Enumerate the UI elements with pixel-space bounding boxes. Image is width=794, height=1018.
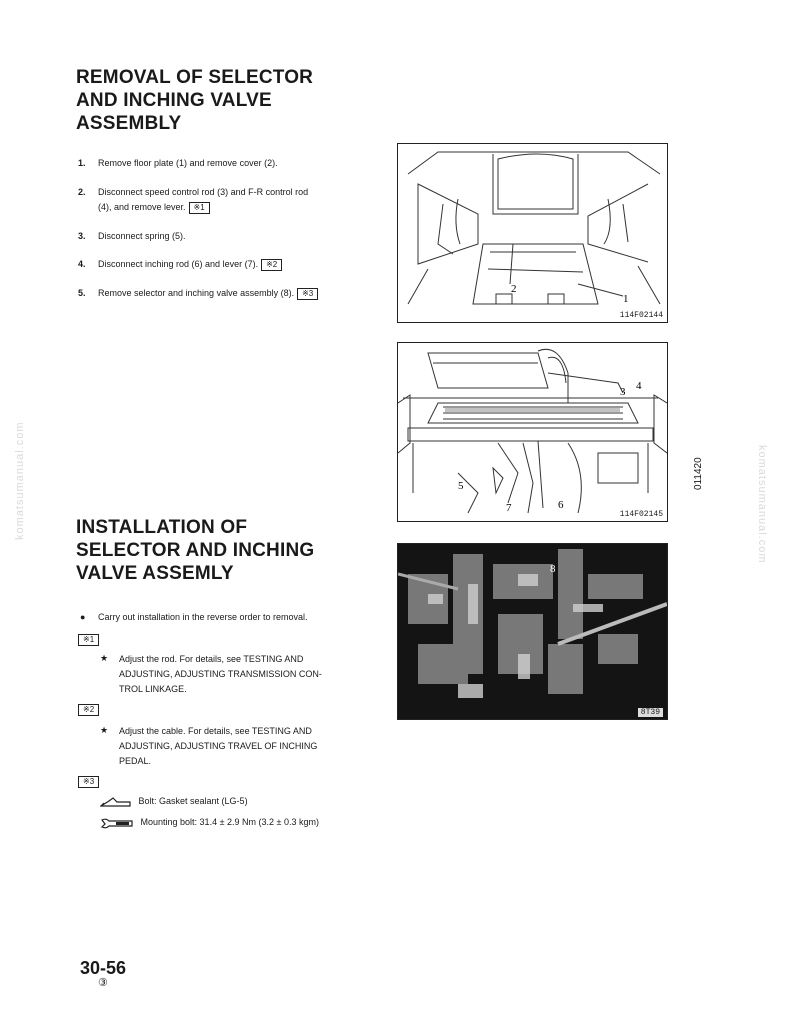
bullet-dot-icon: ●: [80, 612, 86, 622]
page-number: 30-56: [80, 958, 127, 978]
removal-title-line3: ASSEMBLY: [76, 113, 182, 134]
sealant-icon: [100, 796, 132, 808]
step-text: Remove floor plate (1) and remove cover (2).: [98, 158, 278, 168]
figure-1-drawing: [398, 144, 667, 322]
note-1-text: [119, 652, 377, 697]
removal-title-line2: AND INCHING VALVE: [76, 90, 272, 111]
removal-title-line1: REMOVAL OF SELECTOR: [76, 67, 314, 88]
figure-2-linkage: [397, 342, 668, 522]
note-1-line1: Adjust the rod. For details, see TESTING AND: [119, 654, 304, 664]
note-2-text: [119, 724, 377, 769]
step-text: Disconnect spring (5).: [98, 231, 186, 241]
sealant-text: Bolt: Gasket sealant (LG-5): [138, 796, 248, 806]
step-text-content: Remove selector and inching valve assembly (8).: [98, 288, 295, 298]
note-2-line3: PEDAL.: [119, 756, 152, 766]
fig2-callout-4: 4: [636, 380, 642, 392]
torque-text: Mounting bolt: 31.4 ± 2.9 Nm (3.2 ± 0.3 kgm): [140, 817, 319, 827]
step-text: [98, 286, 383, 301]
installation-bullet: [80, 610, 308, 625]
note-ref-2: ※2: [78, 704, 99, 716]
bullet-text: Carry out installation in the reverse order to removal.: [97, 612, 308, 622]
watermark-right: komatsumanual.com: [756, 445, 768, 564]
step-text-line2: (4), and remove lever.: [98, 202, 186, 212]
step-text: [98, 185, 383, 215]
installation-title-line1: INSTALLATION OF: [76, 517, 248, 538]
step-number: 4.: [78, 259, 86, 269]
step-text-content: Disconnect inching rod (6) and lever (7).: [98, 259, 259, 269]
step-number: 1.: [78, 158, 86, 168]
figure-1-floor-plate: [397, 143, 668, 323]
star-icon: ★: [100, 653, 109, 663]
margin-code: 011420: [693, 457, 704, 490]
star-icon: ★: [100, 725, 109, 735]
note-2-line2: ADJUSTING, ADJUSTING TRAVEL OF INCHING: [119, 741, 318, 751]
torque-wrench-icon: [100, 817, 134, 829]
installation-title-line3: VALVE ASSEMLY: [76, 563, 234, 584]
sealant-line: [100, 794, 248, 809]
step-number: 3.: [78, 231, 86, 241]
ref-mark-1: ※1: [189, 202, 210, 214]
removal-heading: [76, 66, 313, 135]
ref-mark-2: ※2: [261, 259, 282, 271]
revision-mark: ③: [98, 977, 108, 989]
figure-1-id: 114F02144: [619, 311, 663, 320]
fig2-callout-5: 5: [458, 480, 464, 492]
note-ref-3: ※3: [78, 776, 99, 788]
fig2-callout-7: 7: [506, 502, 512, 514]
fig2-callout-6: 6: [558, 499, 564, 511]
figure-3-image: [398, 544, 667, 719]
step-text: [98, 257, 383, 272]
watermark-left: komatsumanual.com: [14, 421, 26, 540]
torque-line: [100, 815, 319, 830]
figure-3-photo: [397, 543, 668, 720]
figure-2-drawing: [398, 343, 667, 521]
step-number: 2.: [78, 187, 86, 197]
installation-title-line2: SELECTOR AND INCHING: [76, 540, 315, 561]
fig1-callout-1: 1: [623, 293, 629, 305]
installation-heading: [76, 516, 314, 585]
figure-3-id: 8T39: [638, 708, 663, 717]
fig2-callout-3: 3: [620, 386, 626, 398]
fig3-callout-8: 8: [550, 563, 556, 575]
note-1-line3: TROL LINKAGE.: [119, 684, 187, 694]
ref-mark-3: ※3: [297, 288, 318, 300]
figure-2-id: 114F02145: [619, 510, 663, 519]
fig1-callout-2: 2: [511, 283, 517, 295]
step-2: [78, 185, 378, 217]
note-ref-1: ※1: [78, 634, 99, 646]
note-1-line2: ADJUSTING, ADJUSTING TRANSMISSION CON-: [119, 669, 322, 679]
note-2-line1: Adjust the cable. For details, see TESTING AND: [119, 726, 312, 736]
step-number: 5.: [78, 288, 86, 298]
step-text-line1: Disconnect speed control rod (3) and F-R control rod: [98, 187, 309, 197]
